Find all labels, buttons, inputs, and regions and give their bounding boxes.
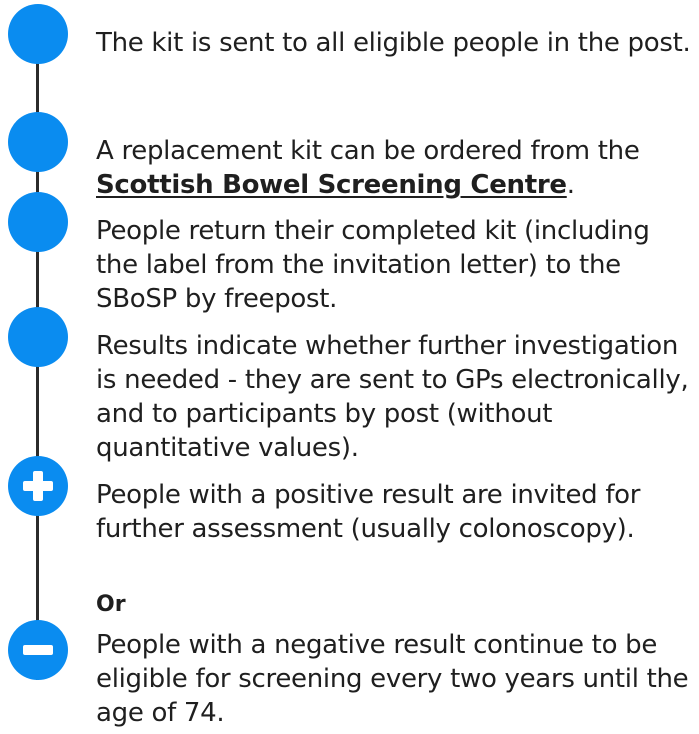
step-replacement-text: A replacement kit can be ordered from the — [96, 136, 640, 166]
timeline-node-4 — [8, 307, 68, 367]
timeline-node-2 — [8, 112, 68, 172]
plus-icon-glyph — [8, 456, 68, 516]
step-negative-result: People with a negative result continue to be eligible for screening every two years until the age of 74. — [96, 630, 689, 728]
step-replacement-period: . — [566, 170, 575, 200]
step-return-kit: People return their completed kit (including the label from the invitation letter) to the SBoSP by freepost. — [96, 216, 650, 314]
scottish-bowel-screening-centre-link[interactable]: Scottish Bowel Screening Centre — [96, 170, 567, 200]
minus-icon-glyph — [8, 620, 68, 680]
or-label: Or — [96, 592, 126, 617]
step-positive-result: People with a positive result are invited for further assessment (usually colonoscopy). — [96, 480, 641, 544]
minus-icon — [8, 620, 68, 680]
timeline-node-1 — [8, 4, 68, 64]
step-replacement-kit — [96, 134, 696, 202]
plus-icon — [8, 456, 68, 516]
timeline-node-3 — [8, 192, 68, 252]
step-results: Results indicate whether further investigation is needed - they are sent to GPs electronically, and to participants by post (without quantitative values). — [96, 331, 689, 463]
step-kit-sent: The kit is sent to all eligible people in the post. — [96, 28, 691, 58]
